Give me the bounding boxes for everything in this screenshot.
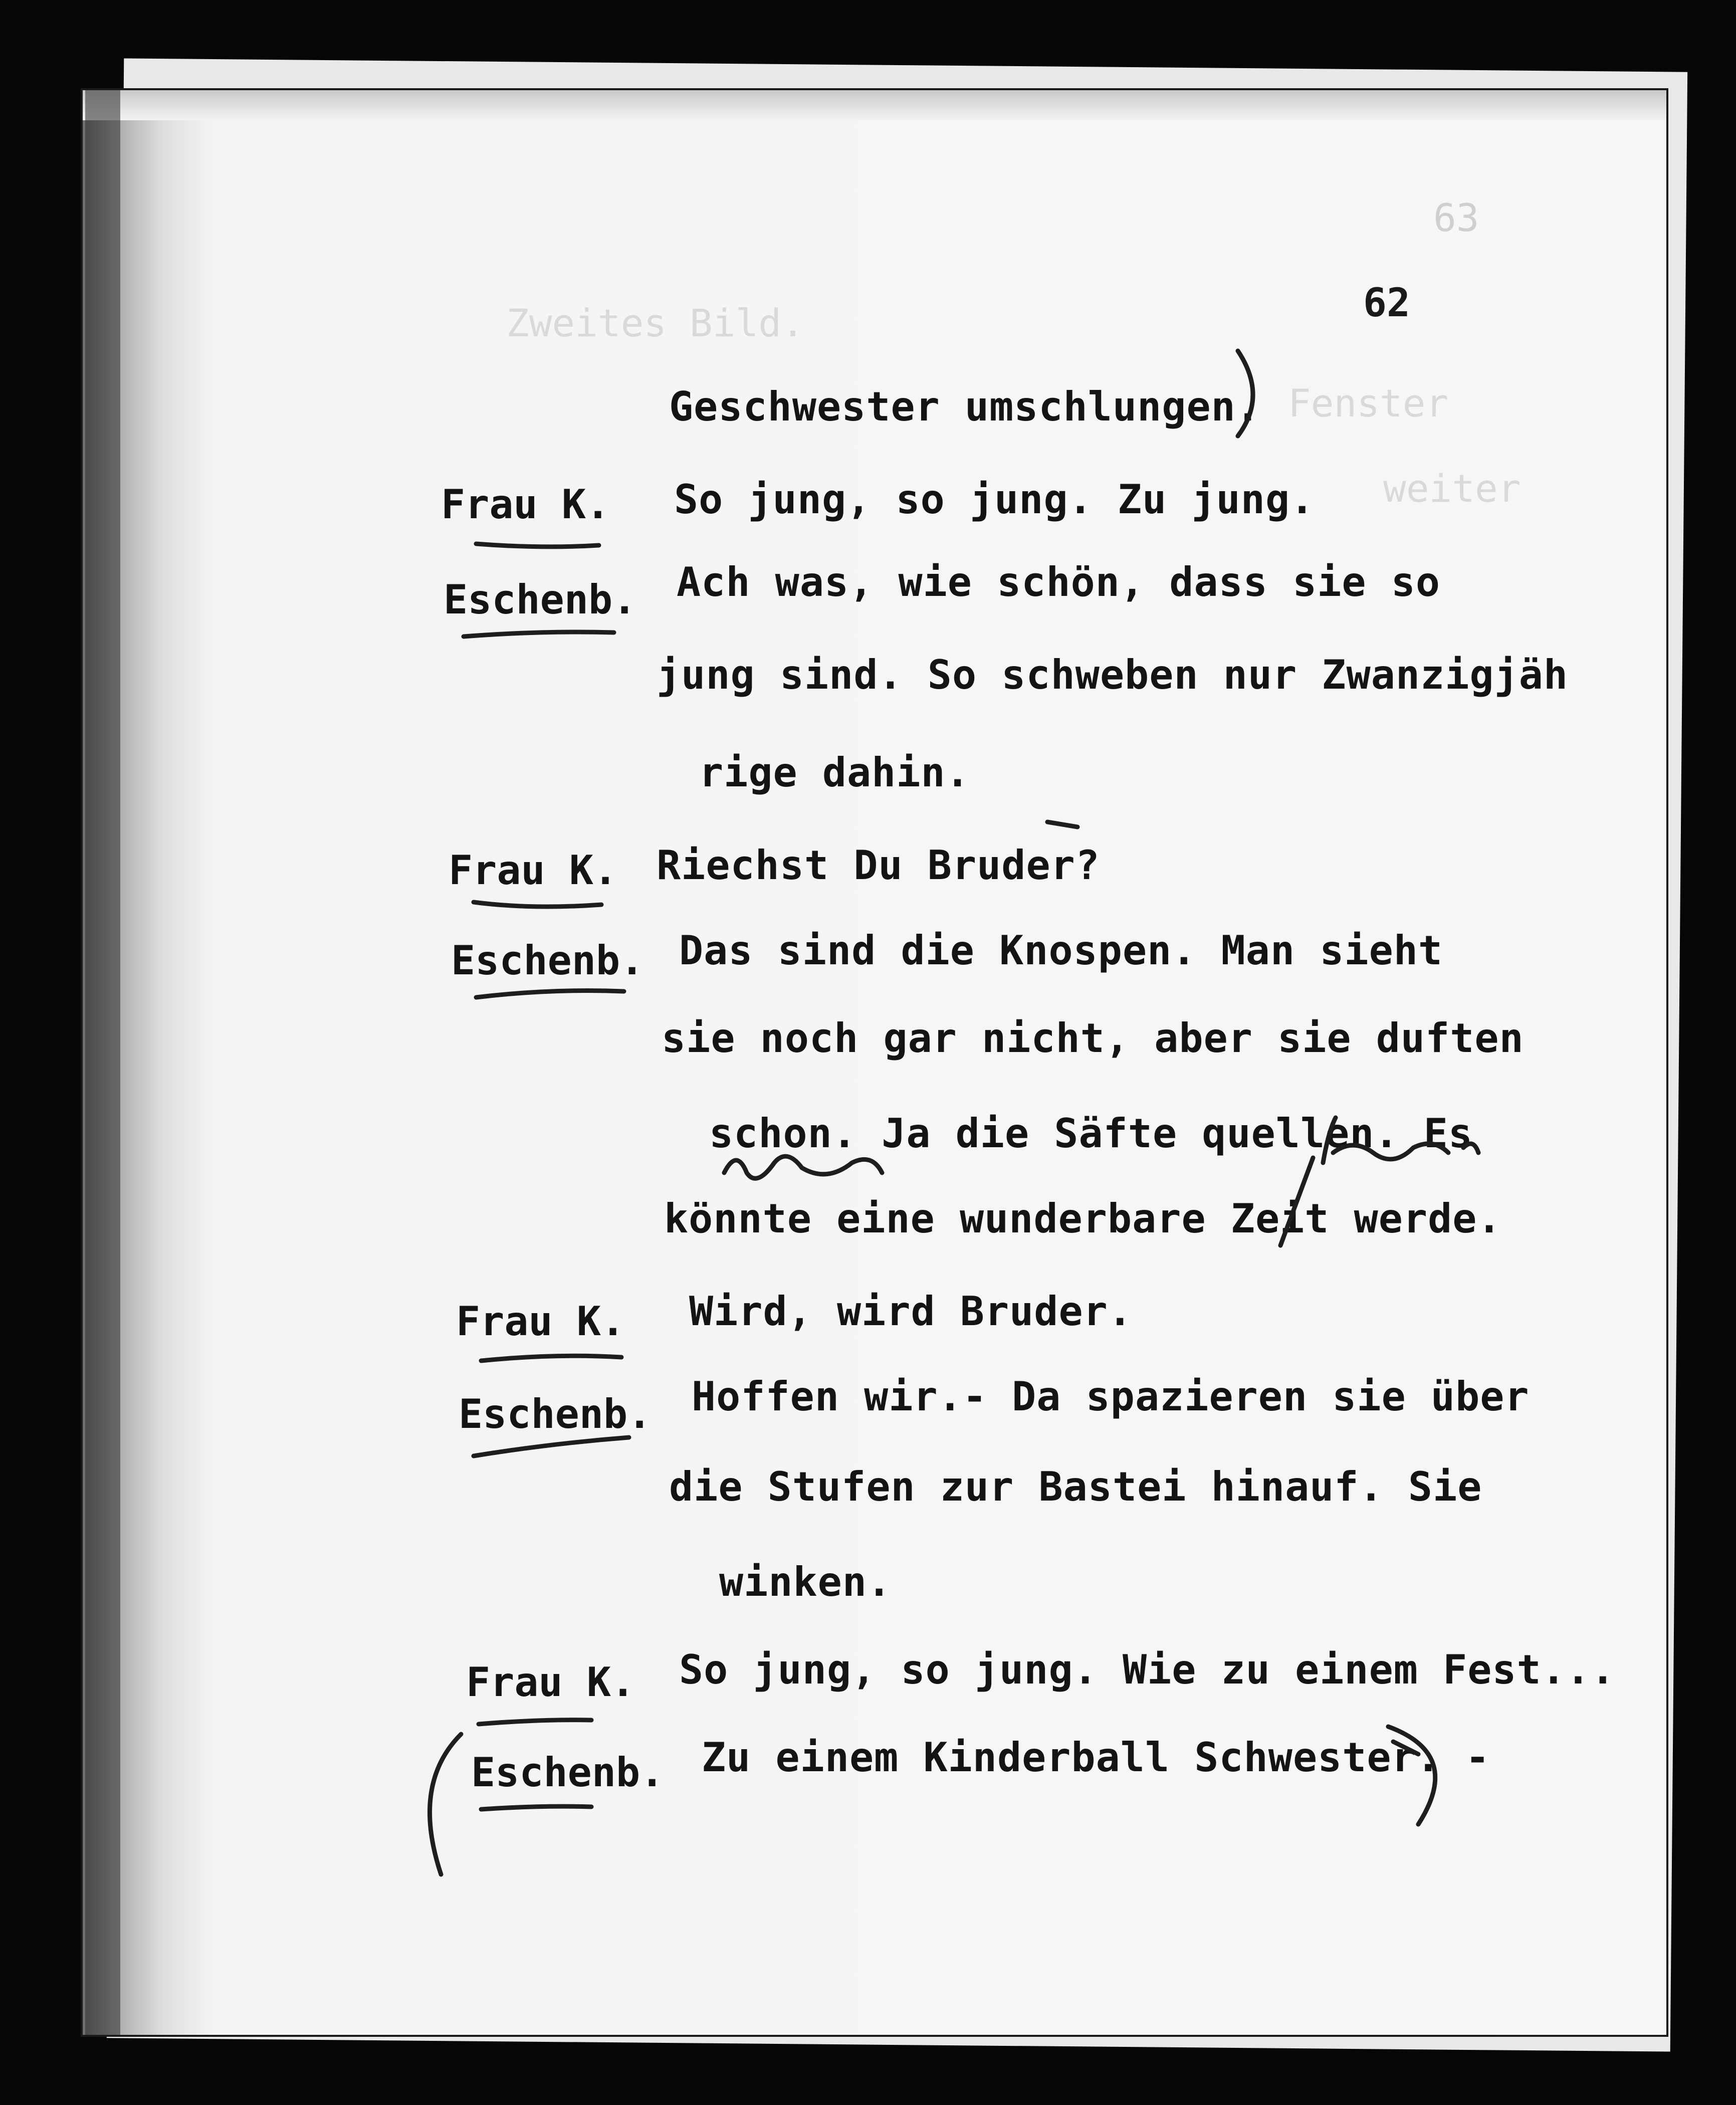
ghost-word: Fenster (1288, 381, 1449, 426)
speaker-label: Eschenb. (444, 576, 637, 623)
dialogue-line: könnte eine wunderbare Zeit werde. (664, 1195, 1502, 1242)
speaker-label: Frau K. (449, 847, 618, 894)
dialogue-line: Zu einem Kinderball Schwester. - (702, 1734, 1490, 1781)
dialogue-line: die Stufen zur Bastei hinauf. Sie (669, 1463, 1482, 1510)
dialogue-line: sie noch gar nicht, aber sie duften (662, 1015, 1524, 1062)
page-top-edge (83, 90, 1666, 120)
dialogue-line: schon. Ja die Säfte quellen. Es (709, 1110, 1473, 1157)
speaker-label: Eschenb. (451, 937, 644, 984)
dialogue-line: jung sind. So schweben nur Zwanzigjäh (657, 652, 1569, 698)
speaker-label: Eschenb. (459, 1391, 652, 1437)
dialogue-line: So jung, so jung. Wie zu einem Fest... (679, 1646, 1616, 1693)
dialogue-line: rige dahin. (699, 749, 970, 796)
dialogue-line: Das sind die Knospen. Man sieht (679, 927, 1443, 974)
dialogue-line: Ach was, wie schön, dass sie so (677, 559, 1441, 605)
dialogue-line: Hoffen wir.- Da spazieren sie über (692, 1373, 1530, 1420)
speaker-label: Frau K. (466, 1659, 635, 1706)
ghost-page-number: 63 (1433, 195, 1479, 240)
ghost-word: weiter (1383, 466, 1521, 511)
page-number: 62 (1363, 281, 1410, 326)
dialogue-line: So jung, so jung. Zu jung. (674, 476, 1315, 523)
dialogue-line: Geschwester umschlungen. (669, 383, 1260, 430)
ghost-heading: Zweites Bild. (506, 301, 804, 345)
dialogue-line: Riechst Du Bruder? (657, 842, 1100, 889)
speaker-label: Frau K. (441, 481, 610, 528)
dialogue-line: Wird, wird Bruder. (689, 1288, 1133, 1335)
speaker-label: Frau K. (456, 1298, 625, 1345)
dialogue-line: winken. (719, 1559, 892, 1605)
speaker-label: Eschenb. (471, 1749, 665, 1796)
